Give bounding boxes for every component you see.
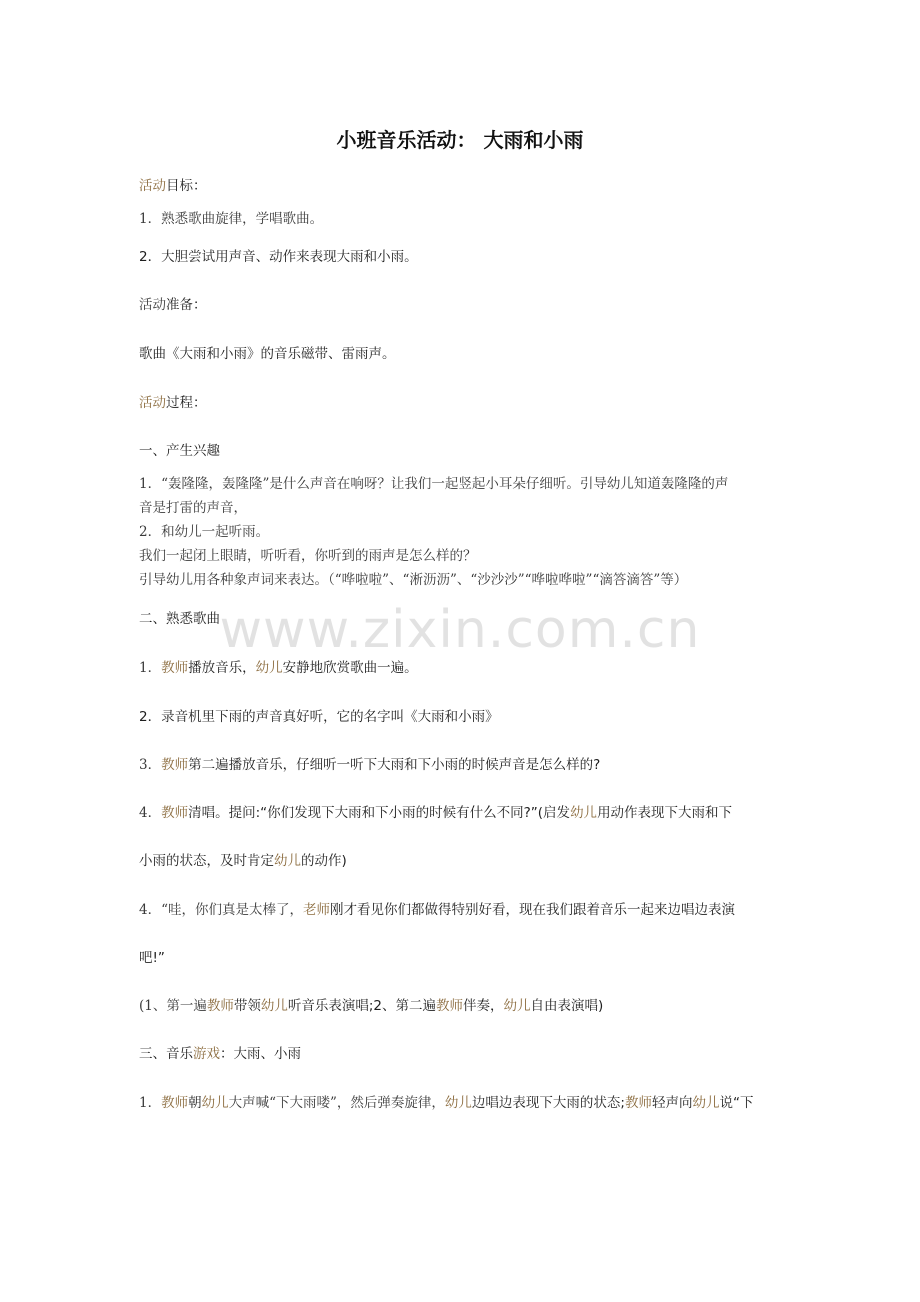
child-term: 幼儿 (692, 1095, 720, 1111)
page-title: 小班音乐活动： 大雨和小雨 (336, 128, 584, 152)
s2-item-4-line-2 (139, 850, 790, 872)
item-text: 第二遍播放音乐，仔细听一听下大雨和下小雨的时候声音是怎么样的? (188, 757, 601, 773)
child-term: 幼儿 (274, 853, 301, 869)
item-text: 小雨的状态，及时肯定 (139, 853, 274, 869)
item-text: 朝 (188, 1095, 202, 1111)
prep-heading (139, 294, 790, 316)
s1-paragraph-1-line-2: 音是打雷的声音， (139, 500, 247, 516)
item-number: 3． (139, 757, 162, 773)
item-text: 清唱。提问:“你们发现下大雨和下小雨的时候有什么不同?”(启发 (188, 805, 571, 821)
heading-text: 准备： (166, 297, 207, 313)
item-text: 说“下 (719, 1095, 754, 1111)
item-text: 刚才看见你们都做得特别好看，现在我们跟着音乐一起来边唱边表演 (330, 902, 735, 918)
s2-item-1 (139, 657, 790, 679)
teacher-term: 教师 (206, 998, 234, 1014)
child-term: 幼儿 (570, 805, 598, 821)
heading-highlight: 活动 (139, 297, 166, 313)
prep-text: 歌曲《大雨和小雨》的音乐磁带、雷雨声。 (139, 346, 396, 362)
teacher-term: 教师 (161, 757, 189, 773)
item-text: 4．“哇，你们真是太棒了， (139, 902, 303, 918)
child-term: 幼儿 (260, 998, 288, 1014)
goal-2: 2．大胆尝试用声音、动作来表现大雨和小雨。 (139, 249, 418, 265)
teacher-term: 教师 (161, 805, 189, 821)
child-term: 幼儿 (201, 1095, 229, 1111)
teacher-term: 教师 (161, 660, 189, 676)
child-term: 幼儿 (444, 1095, 472, 1111)
note-text: (1、第一遍 (139, 998, 207, 1014)
goals-heading (139, 175, 790, 197)
heading-text: 三、音乐 (139, 1046, 193, 1062)
heading-text: 目标： (166, 178, 207, 194)
s1-paragraph-3: 我们一起闭上眼睛，听听看，你听到的雨声是怎么样的？ (139, 548, 477, 564)
item-number: 1． (139, 660, 162, 676)
s1-paragraph-4: 引导幼儿用各种象声词来表达。（“哗啦啦”、“淅沥沥”、“沙沙沙”“哗啦哗啦”“滴答滴答”等） (139, 572, 688, 588)
heading-text: 过程： (166, 395, 207, 411)
s2-item-4-line-1 (139, 802, 790, 824)
item-text: 播放音乐， (188, 660, 256, 676)
child-term: 幼儿 (503, 998, 531, 1014)
item-number: 1． (139, 1095, 162, 1111)
heading-highlight: 活动 (139, 395, 166, 411)
item-text: 的动作) (301, 853, 347, 869)
heading-highlight: 活动 (139, 178, 166, 194)
section-1-heading: 一、产生兴趣 (139, 443, 220, 459)
watermark: www.zixin.com.cn (219, 600, 701, 660)
s2-item-2: 2．录音机里下雨的声音真好听，它的名字叫《大雨和小雨》 (139, 709, 499, 725)
s2-item-3 (139, 754, 790, 776)
child-term: 幼儿 (255, 660, 283, 676)
item-text: 用动作表现下大雨和下 (597, 805, 733, 821)
heading-text: ：大雨、小雨 (220, 1046, 301, 1062)
teacher-term: 教师 (436, 998, 463, 1014)
note-text: 自由表演唱) (530, 998, 604, 1014)
item-number: 4． (139, 805, 162, 821)
section-3-heading (139, 1043, 790, 1065)
item-text: 边唱边表现下大雨的状态; (471, 1095, 625, 1111)
item-text: 安静地欣赏歌曲一遍。 (282, 660, 418, 676)
teacher-term: 教师 (161, 1095, 189, 1111)
s3-item-1 (139, 1092, 790, 1114)
s2-item-5-line-1 (139, 899, 790, 921)
process-heading (139, 392, 790, 414)
s1-paragraph-1-line-1: 1．“轰隆隆，轰隆隆”是什么声音在响呀？让我们一起竖起小耳朵仔细听。引导幼儿知道轰隆隆的声 (139, 476, 729, 492)
s2-item-5-line-2: 吧!” (139, 950, 165, 966)
s1-paragraph-2: 2．和幼儿一起听雨。 (139, 524, 270, 540)
s2-note (139, 995, 790, 1017)
goal-1: 1．熟悉歌曲旋律，学唱歌曲。 (139, 211, 324, 227)
game-term: 游戏 (193, 1046, 220, 1062)
teacher-term: 教师 (624, 1095, 652, 1111)
item-text: 大声喊“下大雨喽”，然后弹奏旋律， (228, 1095, 445, 1111)
teacher-term: 老师 (303, 902, 330, 918)
item-text: 轻声向 (651, 1095, 693, 1111)
note-text: 伴奏， (463, 998, 504, 1014)
note-text: 听音乐表演唱;2、第二遍 (287, 998, 436, 1014)
section-2-heading: 二、熟悉歌曲 (139, 611, 220, 627)
note-text: 带领 (233, 998, 261, 1014)
